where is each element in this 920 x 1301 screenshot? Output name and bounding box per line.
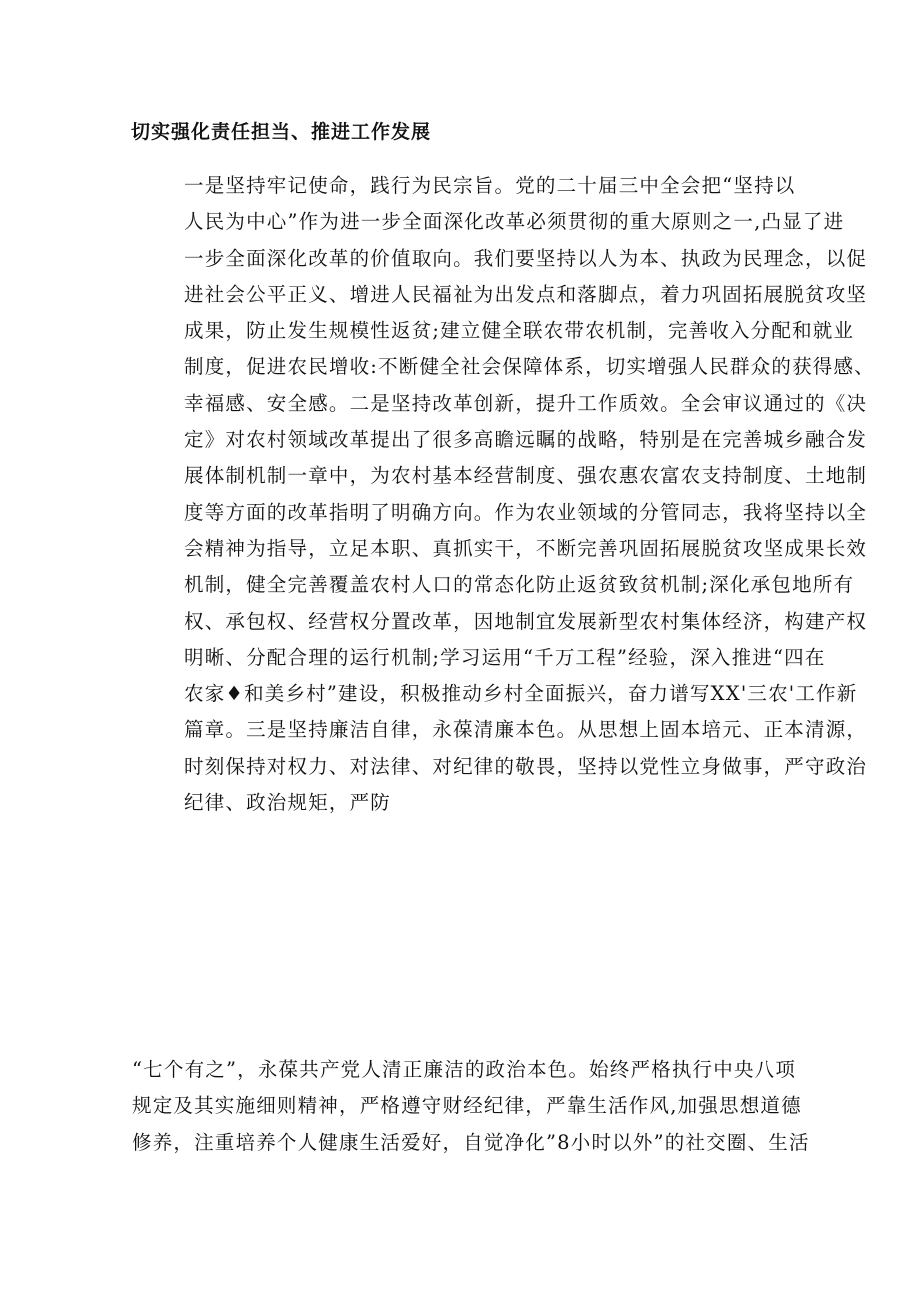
paragraph-line: “七个有之”，永葆共产党人清正廉洁的政治本色。始终严格执行中央八项 — [132, 1058, 797, 1081]
paragraph-line: 一是坚持牢记使命，践行为民宗旨。党的二十届三中全会把“坚持以 — [184, 174, 796, 197]
paragraph-line: 篇章。三是坚持廉洁自律，永葆清廉本色。从思想上固本培元、正本清源， — [184, 718, 868, 742]
paragraph-line: 纪律、政治规矩，严防 — [184, 791, 392, 815]
paragraph-line: 一步全面深化改革的价值取向。我们要坚持以人为本、执政为民理念，以促 — [184, 246, 868, 270]
paragraph-line: 时刻保持对权力、对法律、对纪律的敬畏，坚持以党性立身做事，严守政治 — [184, 754, 868, 778]
paragraph-line: 明晰、分配合理的运行机制;学习运用“千万工程”经验，深入推进“四在 — [184, 645, 826, 669]
paragraph-line: 展体制机制一章中，为农村基本经营制度、强农惠农富农支持制度、土地制 — [184, 464, 868, 488]
paragraph-line: 制度，促进农民增收:不断健全社会保障体系，切实增强人民群众的获得感、 — [184, 355, 875, 379]
paragraph-line: 幸福感、安全感。二是坚持改革创新，提升工作质效。全会审议通过的《决 — [184, 391, 868, 415]
paragraph-line: 成果，防止发生规模性返贫;建立健全联农带农机制，完善收入分配和就业 — [184, 319, 855, 343]
paragraph-line: 度等方面的改革指明了明确方向。作为农业领域的分管同志，我将坚持以全 — [184, 500, 868, 524]
paragraph-line: 权、承包权、经营权分置改革，因地制宜发展新型农村集体经济，构建产权 — [184, 609, 868, 633]
paragraph-line: 会精神为指导，立足本职、真抓实干，不断完善巩固拓展脱贫攻坚成果长效 — [184, 536, 868, 560]
paragraph-line: 人民为中心”作为进一步全面深化改革必须贯彻的重大原则之一,凸显了进 — [184, 210, 845, 234]
paragraph-line: 定》对农村领域改革提出了很多高瞻远瞩的战略，特别是在完善城乡融合发 — [184, 428, 868, 452]
section-heading: 切实强化责任担当、推进工作发展 — [131, 121, 432, 143]
paragraph-2 — [132, 1052, 810, 1161]
paragraph-1 — [132, 168, 875, 821]
paragraph-line: 农家♦和美乡村”建设，积极推动乡村全面振兴，奋力谱写XX'三农'工作新 — [184, 682, 858, 706]
paragraph-line: 机制，健全完善覆盖农村人口的常态化防止返贫致贫机制;深化承包地所有 — [184, 573, 855, 597]
paragraph-line: 规定及其实施细则精神，严格遵守财经纪律，严靠生活作风,加强思想道德 — [132, 1094, 802, 1118]
paragraph-line: 修养，注重培养个人健康生活爱好，自觉净化”8小时以外”的社交圈、生活 — [132, 1130, 810, 1154]
paragraph-line: 进社会公平正义、增进人民福祉为出发点和落脚点，着力巩固拓展脱贫攻坚 — [184, 282, 868, 306]
